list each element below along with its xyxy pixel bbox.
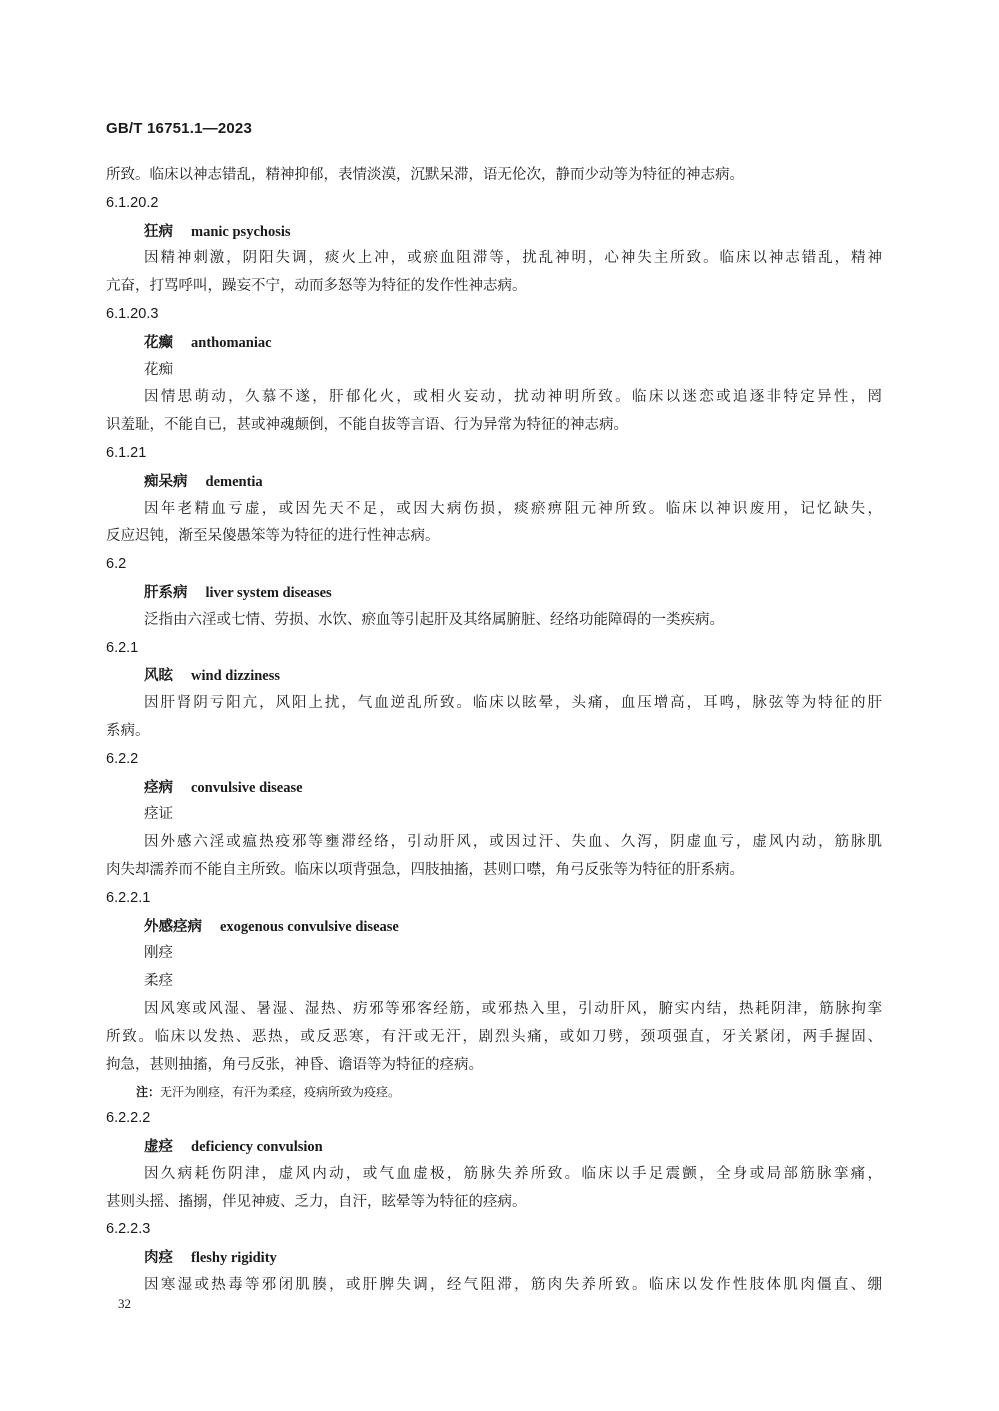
term-english: fleshy rigidity: [191, 1250, 277, 1267]
term-heading: [106, 218, 882, 246]
body-text-line: 因寒湿或热毒等邪闭肌腠，或肝脾失调，经气阻滞，筋肉失养所致。临床以发作性肢体肌肉僵直、绷: [144, 1277, 882, 1294]
term-heading: [106, 329, 882, 357]
clause-number: 6.1.21: [106, 444, 147, 461]
clause-number: 6.2.1: [106, 639, 139, 656]
term-english: manic psychosis: [191, 223, 291, 240]
term-english: anthomaniac: [191, 334, 272, 351]
term-english: exogenous convulsive disease: [220, 918, 399, 935]
term-chinese: 肉痉: [144, 1249, 173, 1267]
term-chinese: 痴呆病: [144, 472, 188, 490]
term-heading: [106, 913, 882, 941]
note-label: 注：: [136, 1085, 161, 1100]
term-chinese: 虚痉: [144, 1138, 173, 1156]
body-text-line: 因精神刺激，阴阳失调，痰火上冲，或瘀血阻滞等，扰乱神明，心神失主所致。临床以神志错乱，精神: [144, 250, 882, 267]
term-english: liver system diseases: [205, 584, 332, 601]
term-chinese: 肝系病: [144, 583, 188, 601]
note-text: 无汗为刚痉，有汗为柔痉，疫病所致为疫痉。: [160, 1085, 401, 1100]
clause-number: 6.2.2.1: [106, 889, 151, 906]
clause-number: 6.2.2.3: [106, 1221, 151, 1238]
term-heading: [106, 1244, 882, 1272]
term-english: deficiency convulsion: [191, 1139, 323, 1156]
term-english: dementia: [205, 473, 263, 490]
clause-number: 6.2: [106, 556, 127, 573]
body-text-line: 因风寒或风湿、暑湿、湿热、疠邪等邪客经筋，或邪热入里，引动肝风，腑实内结，热耗阴津，筋脉拘挛: [144, 1000, 882, 1017]
clause-number: 6.2.2.2: [106, 1110, 151, 1127]
term-heading: [106, 662, 882, 690]
term-english: convulsive disease: [191, 779, 303, 796]
body-text-line: 反应迟钝，渐至呆傻愚笨等为特征的进行性神志病。: [106, 528, 440, 545]
body-text-line: 所致。临床以发热、恶热，或反恶寒，有汗或无汗，剧烈头痛，或如刀劈，颈项强直，牙关紧闭，两手握固、: [106, 1028, 882, 1045]
body-text-line: 系病。: [106, 722, 150, 739]
note: [106, 1079, 882, 1105]
term-heading: [106, 1133, 882, 1161]
body-text-line: 因久病耗伤阴津，虚风内动，或气血虚极，筋脉失养所致。临床以手足震颤，全身或局部筋脉挛痛，: [144, 1165, 882, 1182]
body-text-line: 亢奋，打骂呼叫，躁妄不宁，动而多怒等为特征的发作性神志病。: [106, 278, 527, 295]
term-chinese: 风眩: [144, 667, 173, 685]
term-english: wind dizziness: [191, 668, 281, 685]
body-text-line: 柔痉: [144, 973, 173, 990]
document-body: [106, 162, 882, 1300]
term-chinese: 狂病: [144, 222, 173, 240]
term-heading: [106, 468, 882, 496]
term-chinese: 花癫: [144, 333, 173, 351]
body-text-line: 因年老精血亏虚，或因先天不足，或因大病伤损，痰瘀痹阻元神所致。临床以神识废用，记忆缺失，: [144, 500, 882, 517]
term-chinese: 痉病: [144, 778, 173, 796]
page-number: 32: [118, 1296, 131, 1311]
body-text-line: 因肝肾阴亏阳亢，风阳上扰，气血逆乱所致。临床以眩晕，头痛，血压增高，耳鸣，脉弦等为特征的肝: [144, 695, 882, 712]
term-chinese: 外感痉病: [144, 917, 202, 935]
standard-code-header: GB/T 16751.1—2023: [106, 120, 252, 137]
body-text-line: 甚则头摇、搐搦，伴见神疲、乏力，自汗，眩晕等为特征的痉病。: [106, 1193, 527, 1210]
body-text-line: 刚痉: [144, 945, 173, 962]
clause-number: 6.1.20.3: [106, 305, 159, 322]
body-text-line: 因情思萌动，久慕不遂，肝郁化火，或相火妄动，扰动神明所致。临床以迷恋或追逐非特定异性，罔: [144, 389, 882, 406]
term-heading: [106, 579, 882, 607]
term-heading: [106, 774, 882, 802]
body-text-line: 所致。临床以神志错乱，精神抑郁，表情淡漠，沉默呆滞，语无伦次，静而少动等为特征的神志病。: [106, 167, 744, 183]
clause-number: 6.1.20.2: [106, 194, 159, 211]
body-text-line: 花痴: [144, 361, 173, 378]
body-text-line: 拘急，甚则抽搐，角弓反张，神昏、谵语等为特征的痉病。: [106, 1056, 483, 1073]
body-text-line: 痉证: [144, 806, 173, 823]
body-text-line: 因外感六淫或瘟热疫邪等壅滞经络，引动肝风，或因过汗、失血、久泻，阴虚血亏，虚风内动，筋脉肌: [144, 834, 882, 851]
clause-number: 6.2.2: [106, 750, 139, 767]
body-text-line: 识羞耻，不能自已，甚或神魂颠倒，不能自拔等言语、行为异常为特征的神志病。: [106, 417, 628, 434]
body-text-line: 肉失却濡养而不能自主所致。临床以项背强急，四肢抽搐，甚则口噤，角弓反张等为特征的肝系病。: [106, 861, 744, 878]
body-text-line: 泛指由六淫或七情、劳损、水饮、瘀血等引起肝及其络属腑脏、经络功能障碍的一类疾病。: [144, 611, 724, 628]
